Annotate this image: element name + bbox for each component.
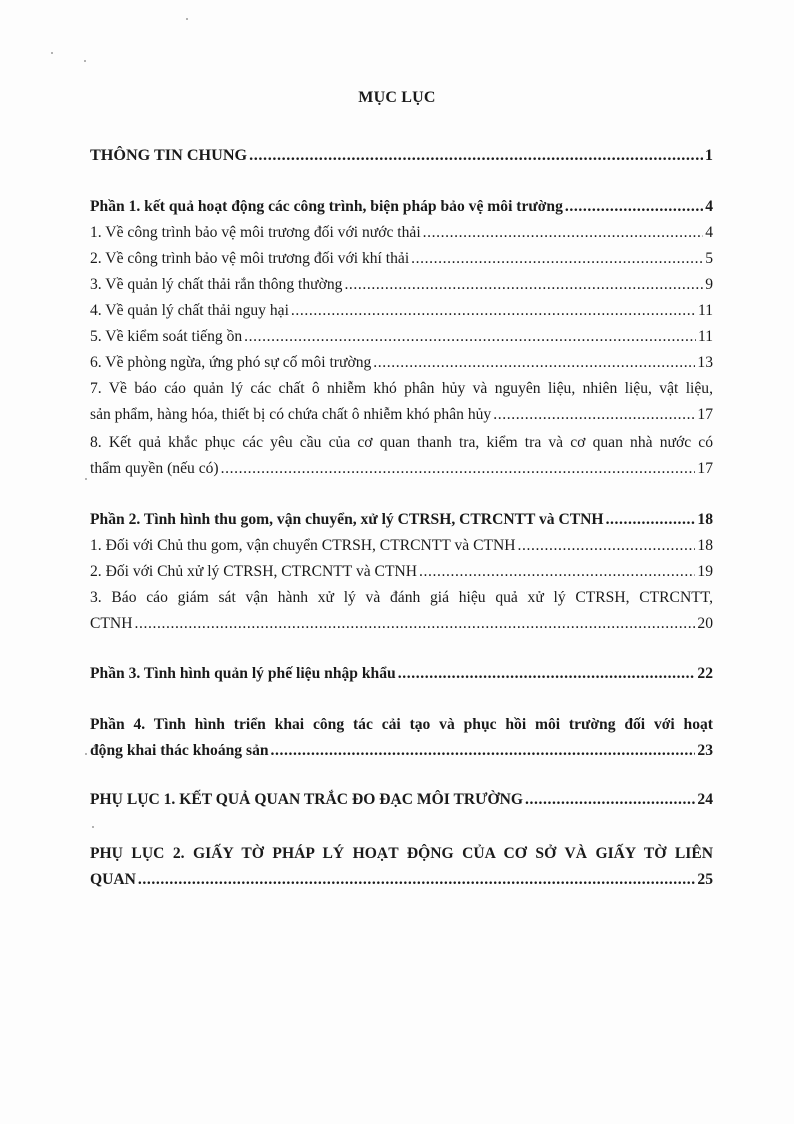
toc-page-number: 17	[697, 460, 713, 478]
toc-entry-text: PHỤ LỤC 1. KẾT QUẢ QUAN TRẮC ĐO ĐẠC MÔI TRƯỜNG	[90, 791, 524, 808]
toc-entry-phan-1-7[interactable]	[90, 376, 713, 429]
toc-page-number: 25	[697, 871, 713, 889]
toc-entry-phan-3[interactable]	[90, 661, 713, 687]
toc-entry-text: 1. Về công trình bảo vệ môi trương đối với nước thải	[90, 224, 421, 241]
toc-page-number: 20	[697, 615, 713, 633]
toc-page-number: 1	[704, 146, 713, 164]
leader-dots	[493, 402, 695, 428]
toc-entry-text: CTNH	[90, 615, 133, 633]
toc-entry-text: 2. Đối với Chủ xử lý CTRSH, CTRCNTT và CTNH	[90, 563, 418, 580]
toc-entry-phan-1-1[interactable]	[90, 220, 713, 246]
toc-page-number: 4	[705, 224, 713, 241]
leader-dots	[344, 272, 703, 298]
toc-entry-text: sản phẩm, hàng hóa, thiết bị có chứa chất ô nhiễm khó phân hủy	[90, 406, 492, 424]
scan-speck	[85, 753, 87, 755]
leader-dots	[138, 867, 695, 893]
leader-dots	[518, 533, 696, 559]
toc-entry-phan-1-3[interactable]	[90, 272, 713, 298]
toc-entry-text: Phần 2. Tình hình thu gom, vận chuyển, xử lý CTRSH, CTRCNTT và CTNH	[90, 511, 604, 528]
toc-page-number: 18	[697, 537, 713, 554]
toc-page-number: 11	[697, 302, 713, 319]
toc-title: MỤC LỤC	[358, 89, 436, 106]
leader-dots	[271, 738, 696, 764]
toc-entry-text-line: Phần 4. Tình hình triển khai công tác cải tạo và phục hồi môi trường đối với hoạt	[90, 716, 713, 733]
toc-page-number: 5	[705, 250, 713, 267]
toc-entry-text: Phần 1. kết quả hoạt động các công trình, biện pháp bảo vệ môi trường	[90, 198, 563, 215]
toc-entry-text-line: PHỤ LỤC 2. GIẤY TỜ PHÁP LÝ HOẠT ĐỘNG CỦA CƠ SỞ VÀ GIẤY TỜ LIÊN	[90, 845, 713, 862]
toc-entry-text: 6. Về phòng ngừa, ứng phó sự cố môi trường	[90, 354, 372, 371]
leader-dots	[291, 298, 696, 324]
toc-entry-text: thẩm quyền (nếu có)	[90, 460, 219, 478]
toc-entry-phan-2-1[interactable]	[90, 533, 713, 559]
toc-page-number: 19	[697, 563, 713, 580]
toc-entry-phan-1-2[interactable]	[90, 246, 713, 272]
leader-dots	[398, 661, 696, 687]
leader-dots	[373, 350, 695, 376]
toc-entry-text-line: 7. Về báo cáo quản lý các chất ô nhiễm khó phân hủy và nguyên liệu, nhiên liệu, vật liệu,	[90, 380, 713, 397]
toc-page-number: 18	[697, 511, 713, 528]
toc-entry-text: Phần 3. Tình hình quản lý phế liệu nhập khẩu	[90, 665, 396, 682]
toc-entry-text: QUAN	[90, 871, 136, 889]
toc-entry-phu-luc-2[interactable]	[90, 841, 713, 894]
toc-entry-text-line: 3. Báo cáo giám sát vận hành xử lý và đánh giá hiệu quả xử lý CTRSH, CTRCNTT,	[90, 589, 713, 606]
leader-dots	[419, 559, 695, 585]
leader-dots	[606, 507, 696, 533]
toc-entry-text: 5. Về kiểm soát tiếng ồn	[90, 328, 243, 345]
toc-page-number: 24	[697, 791, 713, 808]
leader-dots	[244, 324, 696, 350]
toc-entry-phan-1[interactable]	[90, 194, 713, 220]
leader-dots	[249, 142, 703, 168]
toc-page-number: 22	[697, 665, 713, 682]
scan-speck	[51, 52, 53, 54]
scan-speck	[84, 60, 86, 62]
toc-entry-phan-2-3[interactable]	[90, 585, 713, 638]
scan-speck	[92, 826, 94, 828]
toc-entry-text: 2. Về công trình bảo vệ môi trương đối với khí thải	[90, 250, 410, 267]
toc-entry-phu-luc-1[interactable]	[90, 787, 713, 813]
toc-entry-text: 1. Đối với Chủ thu gom, vận chuyển CTRSH, CTRCNTT và CTNH	[90, 537, 516, 554]
leader-dots	[134, 611, 695, 637]
leader-dots	[411, 246, 703, 272]
toc-entry-phan-2-2[interactable]	[90, 559, 713, 585]
toc-entry-phan-1-4[interactable]	[90, 298, 713, 324]
toc-page-number: 9	[705, 276, 713, 293]
scan-speck	[85, 478, 87, 480]
toc-page-number: 17	[697, 406, 713, 424]
toc-entry-text: 3. Về quản lý chất thải rắn thông thường	[90, 276, 343, 293]
leader-dots	[525, 787, 695, 813]
toc-page-number: 13	[697, 354, 713, 371]
toc-entry-text: động khai thác khoáng sản	[90, 742, 269, 760]
scan-speck	[186, 18, 188, 20]
toc-entry-thong-tin-chung[interactable]	[90, 142, 713, 168]
toc-page-number: 23	[697, 742, 713, 760]
toc-entry-phan-4[interactable]	[90, 712, 713, 765]
toc-entry-text: THÔNG TIN CHUNG	[90, 146, 248, 164]
toc-page-number: 4	[705, 198, 713, 215]
toc-entry-text: 4. Về quản lý chất thải nguy hại	[90, 302, 289, 319]
toc-entry-phan-1-5[interactable]	[90, 324, 713, 350]
toc-entry-phan-2[interactable]	[90, 507, 713, 533]
leader-dots	[221, 456, 696, 482]
leader-dots	[423, 220, 704, 246]
toc-entry-phan-1-6[interactable]	[90, 350, 713, 376]
toc-page-number: 11	[697, 328, 713, 345]
leader-dots	[565, 194, 703, 220]
toc-entry-phan-1-8[interactable]	[90, 430, 713, 483]
toc-entry-text-line: 8. Kết quả khắc phục các yêu cầu của cơ quan thanh tra, kiểm tra và cơ quan nhà nước có	[90, 434, 713, 451]
